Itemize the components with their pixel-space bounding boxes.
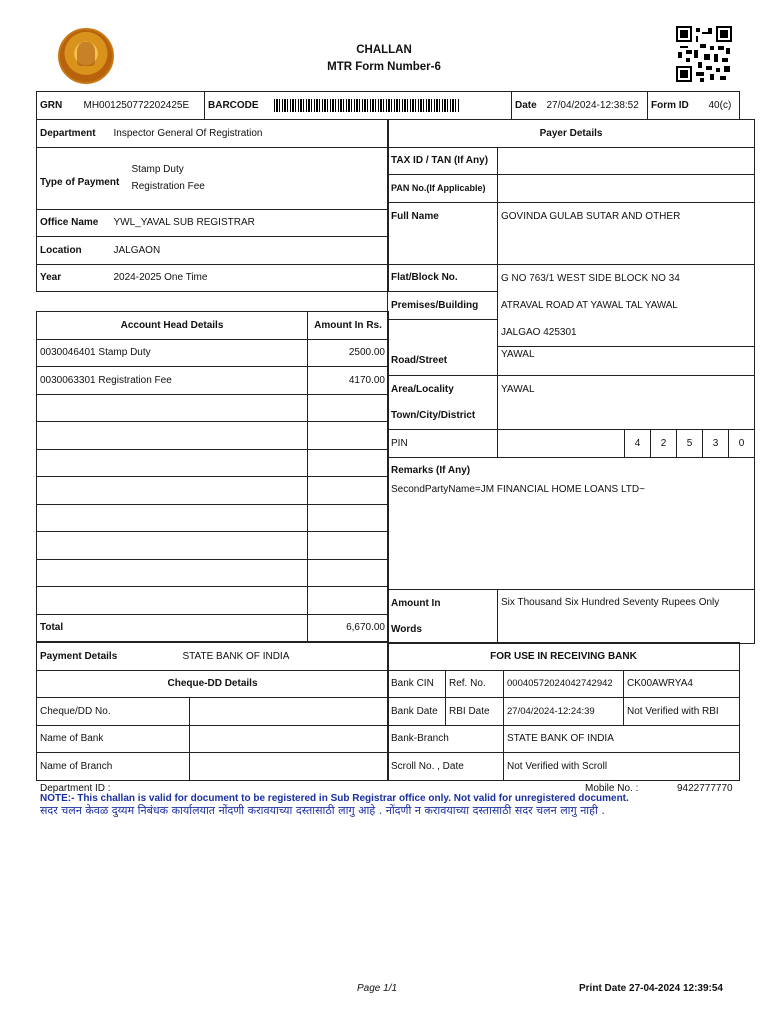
maharashtra-seal-logo bbox=[58, 28, 114, 84]
department-value: Inspector General Of Registration bbox=[111, 120, 389, 148]
pin-digit: 4 bbox=[625, 430, 651, 458]
bank-name-label: Name of Bank bbox=[37, 725, 190, 753]
table-row bbox=[37, 339, 389, 367]
barcode-cell bbox=[271, 92, 512, 120]
full-name-value: GOVINDA GULAB SUTAR AND OTHER bbox=[498, 202, 755, 264]
road-value: YAWAL bbox=[498, 346, 755, 376]
amount-cell: 4170.00 bbox=[308, 367, 389, 395]
office-name-label: Office Name bbox=[37, 209, 111, 237]
bank-name-value bbox=[190, 725, 389, 753]
cheque-dd-title: Cheque-DD Details bbox=[37, 670, 389, 698]
premises-value: ATRAVAL ROAD AT YAWAL TAL YAWAL bbox=[498, 292, 755, 320]
payment-bank-value bbox=[182, 643, 389, 671]
payment-type-value bbox=[111, 147, 389, 209]
premises-value-2: JALGAO 425301 bbox=[498, 319, 755, 346]
scroll-value: Not Verified with Scroll bbox=[504, 753, 740, 781]
year-label: Year bbox=[37, 264, 111, 292]
form-id-label: Form ID bbox=[648, 92, 706, 120]
rbi-date-label: RBI Date bbox=[446, 698, 504, 726]
branch-name-label: Name of Branch bbox=[37, 753, 190, 781]
amount-in-label: Amount In bbox=[388, 590, 498, 617]
payment-details-table bbox=[36, 642, 389, 781]
branch-name-value bbox=[190, 753, 389, 781]
office-name-value: YWL_YAVAL SUB REGISTRAR bbox=[111, 209, 389, 237]
area-label: Area/Locality bbox=[388, 376, 498, 403]
department-block bbox=[36, 119, 389, 292]
road-label: Road/Street bbox=[388, 346, 498, 376]
pin-digit: 5 bbox=[677, 430, 703, 458]
payment-bank-name: STATE BANK OF INDIA bbox=[182, 650, 290, 662]
table-row bbox=[37, 587, 389, 615]
grn-label: GRN bbox=[37, 92, 81, 120]
table-row bbox=[37, 559, 389, 587]
pin-label: PIN bbox=[388, 430, 498, 458]
pin-digit: 0 bbox=[729, 430, 755, 458]
bank-cin-label: Bank CIN bbox=[388, 670, 446, 698]
payer-details-title: Payer Details bbox=[388, 120, 755, 148]
qr-code-icon bbox=[676, 26, 732, 82]
bank-branch-label: Bank-Branch bbox=[388, 725, 504, 753]
cheque-no-label: Cheque/DD No. bbox=[37, 698, 190, 726]
grn-value: MH001250772202425E bbox=[81, 92, 205, 120]
table-row bbox=[37, 449, 389, 477]
ref-no-label: Ref. No. bbox=[446, 670, 504, 698]
table-row bbox=[37, 367, 389, 395]
table-row bbox=[37, 422, 389, 450]
bank-date-label: Bank Date bbox=[388, 698, 446, 726]
mobile-value: 9422777770 bbox=[677, 783, 733, 794]
remarks-label: Remarks (If Any) bbox=[388, 457, 755, 484]
tax-id-value bbox=[498, 147, 755, 175]
department-id-label: Department ID : bbox=[40, 783, 111, 794]
payer-details-table bbox=[387, 119, 755, 644]
rbi-date-value: 27/04/2024-12:24:39 bbox=[504, 698, 624, 726]
pin-digit: 3 bbox=[703, 430, 729, 458]
ref-code-value: CK00AWRYA4 bbox=[624, 670, 740, 698]
cheque-no-value bbox=[190, 698, 389, 726]
location-value: JALGAON bbox=[111, 237, 389, 265]
note-marathi: सदर चलन केवळ दुय्यम निबंधक कार्यालयात नोंदणी करावयाच्या दस्तासाठी लागु आहे . नोंदणी न करावयाच्या दस्तासाठी सदर चलन लागु नाही . bbox=[40, 804, 605, 817]
account-head-table bbox=[36, 311, 389, 642]
town-value bbox=[498, 403, 755, 430]
area-value: YAWAL bbox=[498, 376, 755, 403]
words-label: Words bbox=[388, 617, 498, 644]
year-value: 2024-2025 One Time bbox=[111, 264, 389, 292]
department-label: Department bbox=[37, 120, 111, 148]
tax-id-label: TAX ID / TAN (If Any) bbox=[388, 147, 498, 175]
grn-row bbox=[36, 91, 740, 120]
amount-cell: 2500.00 bbox=[308, 339, 389, 367]
amount-in-words-value: Six Thousand Six Hundred Seventy Rupees Only bbox=[498, 590, 755, 644]
total-label: Total bbox=[37, 614, 308, 642]
account-head-cell: 0030046401 Stamp Duty bbox=[37, 339, 308, 367]
flat-label: Flat/Block No. bbox=[388, 264, 498, 292]
pan-value bbox=[498, 175, 755, 203]
barcode-label: BARCODE bbox=[205, 92, 271, 120]
table-row bbox=[37, 394, 389, 422]
table-row bbox=[37, 532, 389, 560]
scroll-label: Scroll No. , Date bbox=[388, 753, 504, 781]
date-value: 27/04/2024-12:38:52 bbox=[544, 92, 648, 120]
form-number: MTR Form Number-6 bbox=[327, 61, 441, 73]
pan-label: PAN No.(If Applicable) bbox=[388, 175, 498, 203]
receiving-bank-table bbox=[387, 642, 740, 781]
town-label: Town/City/District bbox=[388, 403, 498, 430]
payment-type-2: Registration Fee bbox=[131, 181, 205, 192]
flat-value: G NO 763/1 WEST SIDE BLOCK NO 34 bbox=[498, 264, 755, 292]
print-date: Print Date 27-04-2024 12:39:54 bbox=[579, 983, 723, 994]
note-english: NOTE:- This challan is valid for document to be registered in Sub Registrar office only. Not valid for unregistered document. bbox=[40, 793, 629, 804]
payment-type-label: Type of Payment bbox=[37, 147, 111, 209]
rbi-status-value: Not Verified with RBI bbox=[624, 698, 740, 726]
premises-label: Premises/Building bbox=[388, 292, 498, 320]
challan-title: CHALLAN bbox=[356, 44, 412, 56]
barcode-image bbox=[274, 99, 459, 112]
bank-branch-value: STATE BANK OF INDIA bbox=[504, 725, 740, 753]
total-value: 6,670.00 bbox=[308, 614, 389, 642]
payment-type-1: Stamp Duty bbox=[131, 164, 184, 175]
table-row bbox=[37, 504, 389, 532]
amount-header: Amount In Rs. bbox=[308, 312, 389, 340]
mobile-label: Mobile No. : bbox=[585, 783, 639, 794]
form-id-value: 40(c) bbox=[706, 92, 740, 120]
location-label: Location bbox=[37, 237, 111, 265]
table-row bbox=[37, 477, 389, 505]
account-head-cell: 0030063301 Registration Fee bbox=[37, 367, 308, 395]
date-label: Date bbox=[512, 92, 544, 120]
ref-no-value: 00040572024042742942 bbox=[504, 670, 624, 698]
page-number: Page 1/1 bbox=[357, 983, 398, 994]
payment-details-label: Payment Details bbox=[37, 643, 190, 671]
pin-digit: 2 bbox=[651, 430, 677, 458]
account-head-header: Account Head Details bbox=[37, 312, 308, 340]
full-name-label: Full Name bbox=[388, 202, 498, 264]
remarks-value: SecondPartyName=JM FINANCIAL HOME LOANS LTD~ bbox=[388, 484, 755, 590]
receiving-bank-title: FOR USE IN RECEIVING BANK bbox=[388, 643, 740, 671]
